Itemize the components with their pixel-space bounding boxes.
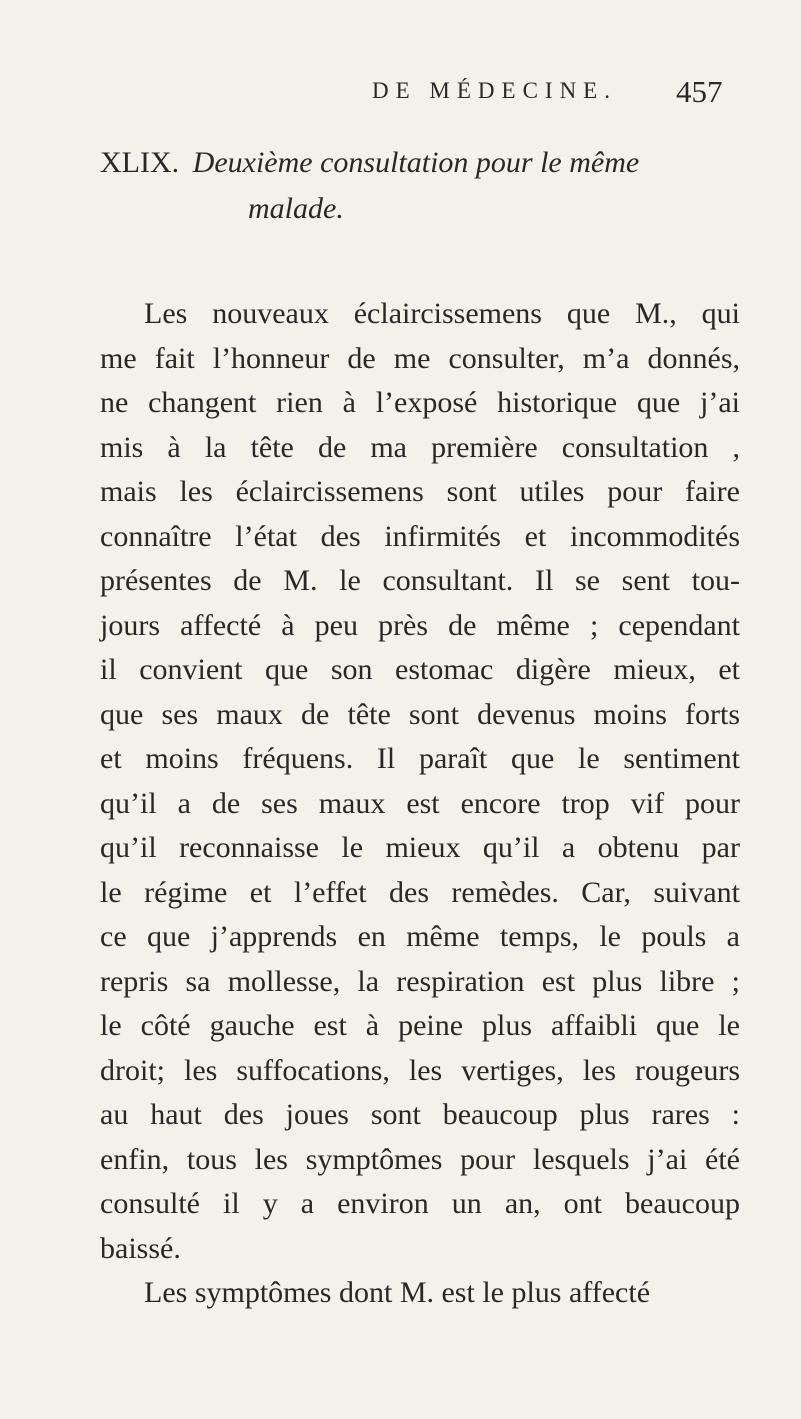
text-line: qu’il a de ses maux est encore trop vif pour [100,786,740,820]
text-line: me fait l’honneur de me consulter, m’a donnés, [100,341,740,375]
text-line: au haut des joues sont beaucoup plus rares : [100,1098,740,1131]
chapter-heading [100,140,740,232]
text-line: mis à la tête de ma première consultation , [100,430,740,464]
running-header [0,74,801,114]
text-line: consulté il y a environ un an, ont beaucoup [100,1187,740,1220]
text-line: jours affecté à peu près de même ; cependant [100,608,740,642]
chapter-title: Deuxième consultation pour le même [192,146,640,179]
text-line: présentes de M. le consultant. Il se sent tou- [100,564,740,597]
text-line: le côté gauche est à peine plus affaibli que le [100,1009,740,1042]
text-line: enfin, tous les symptômes pour lesquels j’ai été [100,1142,740,1176]
text-line: le régime et l’effet des remèdes. Car, suivant [100,875,740,909]
body-text [100,292,740,1316]
page-number: 457 [676,74,723,109]
text-line: connaître l’état des infirmités et incommodités [100,519,740,553]
text-line: Les symptômes dont M. est le plus affecté [144,1276,651,1309]
text-line: mais les éclaircissemens sont utiles pour faire [100,475,740,508]
chapter-number: XLIX. [100,146,180,179]
text-line: ce que j’apprends en même temps, le pouls a [100,920,740,953]
running-title: DE MÉDECINE. [372,78,617,103]
text-line: Les nouveaux éclaircissemens que M., qui [144,297,740,330]
chapter-title-continuation: malade. [248,192,344,225]
text-line: repris sa mollesse, la respiration est plus libre ; [100,964,740,998]
text-line: ne changent rien à l’exposé historique que j’ai [100,386,740,419]
text-line: il convient que son estomac digère mieux, et [100,653,740,686]
text-line: et moins fréquens. Il paraît que le sentiment [100,742,740,775]
text-line: droit; les suffocations, les vertiges, les rougeurs [100,1053,740,1087]
text-line: baissé. [100,1231,181,1265]
text-line: que ses maux de tête sont devenus moins forts [100,697,740,731]
text-line: qu’il reconnaisse le mieux qu’il a obtenu par [100,831,740,864]
